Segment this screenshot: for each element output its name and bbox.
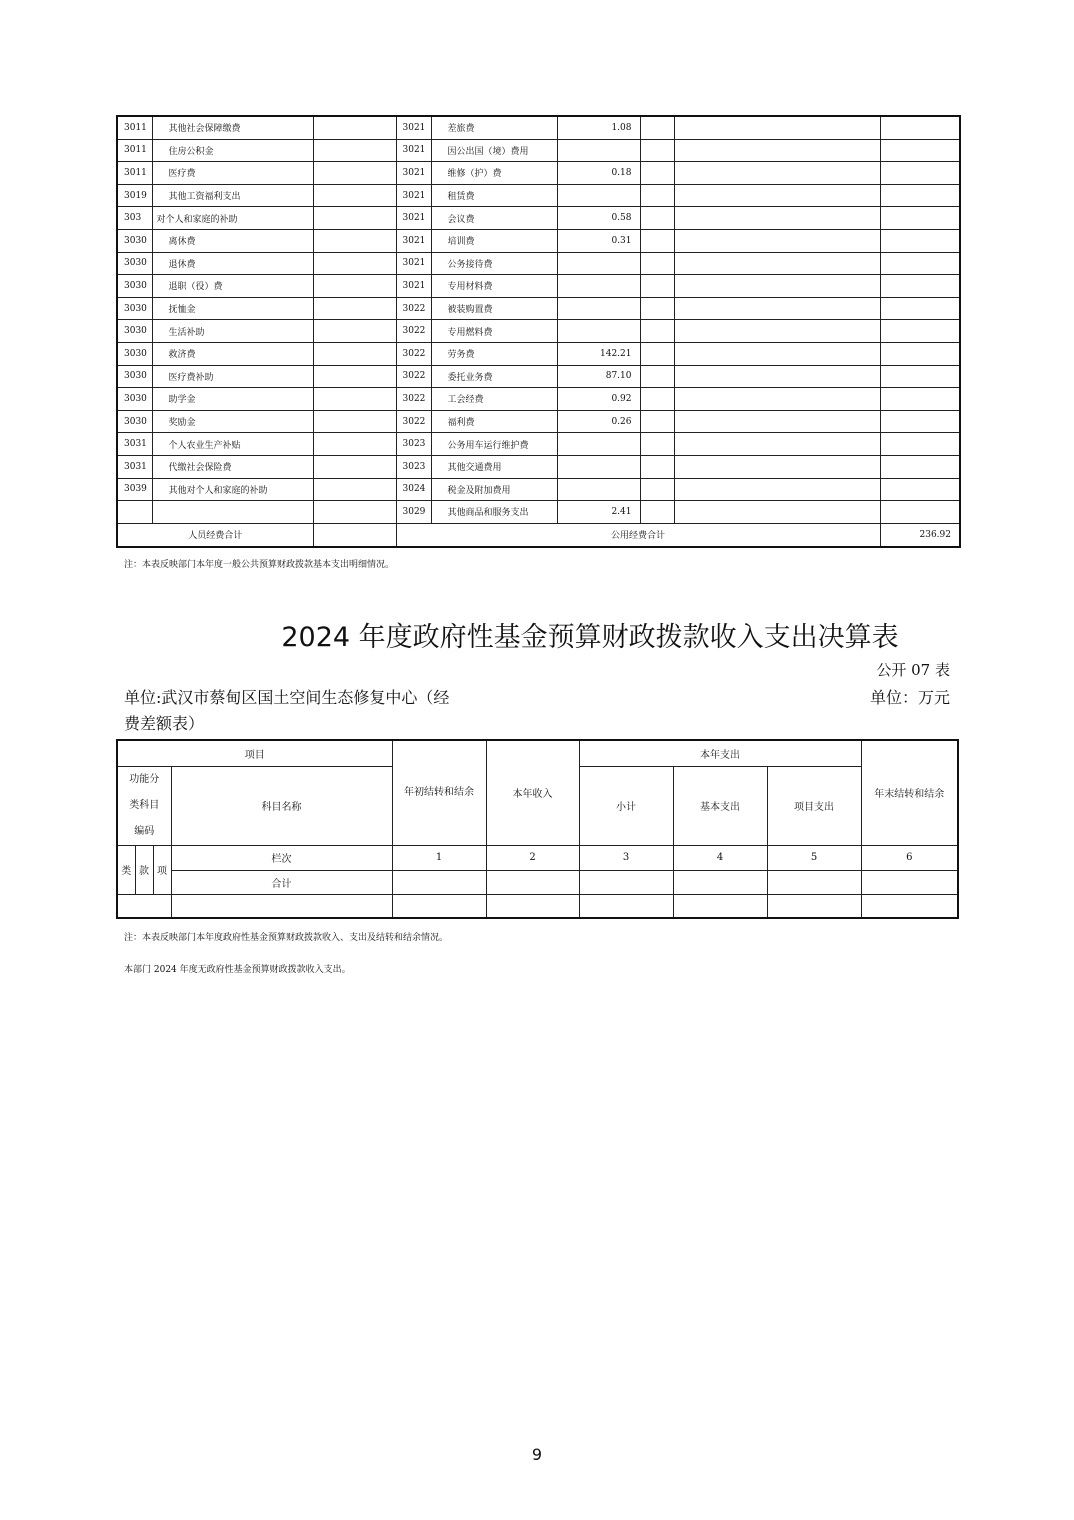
left-amount xyxy=(313,229,396,252)
left-code: 3011 xyxy=(117,139,152,162)
right-amount xyxy=(557,275,640,298)
right-amount xyxy=(557,252,640,275)
table-row xyxy=(117,342,960,365)
left-amount xyxy=(313,365,396,388)
left-name: 医疗费 xyxy=(152,162,313,185)
right-code: 3021 xyxy=(396,184,431,207)
empty-cell xyxy=(880,410,960,433)
right-amount: 142.21 xyxy=(557,342,640,365)
table-row xyxy=(117,162,960,185)
left-amount xyxy=(313,320,396,343)
left-name: 医疗费补助 xyxy=(152,365,313,388)
header-subtotal: 小计 xyxy=(579,766,673,845)
table-row xyxy=(117,388,960,411)
empty-cell xyxy=(880,433,960,456)
empty-cell xyxy=(880,139,960,162)
right-code: 3021 xyxy=(396,229,431,252)
left-amount xyxy=(313,501,396,524)
empty-cell xyxy=(674,320,880,343)
left-code: 3030 xyxy=(117,252,152,275)
left-name: 抚恤金 xyxy=(152,297,313,320)
empty-cell xyxy=(880,252,960,275)
left-code: 3011 xyxy=(117,116,152,139)
left-name: 其他工资福利支出 xyxy=(152,184,313,207)
empty-cell xyxy=(880,388,960,411)
right-amount: 0.18 xyxy=(557,162,640,185)
empty-cell xyxy=(674,478,880,501)
empty-cell xyxy=(880,320,960,343)
form-number: 公开 07 表 xyxy=(876,661,950,679)
header-basic: 基本支出 xyxy=(673,766,767,845)
right-amount xyxy=(557,320,640,343)
right-name: 劳务费 xyxy=(431,342,557,365)
right-name: 公务接待费 xyxy=(431,252,557,275)
left-amount xyxy=(313,252,396,275)
empty-cell xyxy=(674,365,880,388)
table-row xyxy=(117,478,960,501)
table-row xyxy=(117,365,960,388)
col-num-4: 4 xyxy=(673,845,767,870)
right-code: 3023 xyxy=(396,433,431,456)
empty-cell xyxy=(640,184,674,207)
empty-cell xyxy=(674,501,880,524)
empty-cell xyxy=(880,207,960,230)
empty-cell xyxy=(674,388,880,411)
right-amount xyxy=(557,297,640,320)
header-xiang: 项 xyxy=(153,845,171,894)
left-amount xyxy=(313,184,396,207)
empty-cell xyxy=(880,229,960,252)
right-amount: 0.31 xyxy=(557,229,640,252)
left-code: 3030 xyxy=(117,275,152,298)
col-num-6: 6 xyxy=(861,845,958,870)
right-code: 3022 xyxy=(396,342,431,365)
right-code: 3022 xyxy=(396,410,431,433)
left-name: 奖励金 xyxy=(152,410,313,433)
empty-cell xyxy=(640,320,674,343)
table-row xyxy=(117,184,960,207)
left-code: 3030 xyxy=(117,297,152,320)
empty-cell xyxy=(880,365,960,388)
right-code: 3021 xyxy=(396,252,431,275)
empty-cell xyxy=(674,275,880,298)
left-name: 对个人和家庭的补助 xyxy=(152,207,313,230)
empty-cell xyxy=(880,162,960,185)
header-project: 项目 xyxy=(117,740,392,766)
left-name: 救济费 xyxy=(152,342,313,365)
left-amount xyxy=(313,388,396,411)
left-name: 退职（役）费 xyxy=(152,275,313,298)
table-row xyxy=(117,207,960,230)
right-name: 被装购置费 xyxy=(431,297,557,320)
empty-cell xyxy=(640,433,674,456)
header-end-balance: 年末结转和结余 xyxy=(861,740,958,845)
right-code: 3021 xyxy=(396,207,431,230)
empty-cell xyxy=(640,478,674,501)
left-name: 其他对个人和家庭的补助 xyxy=(152,478,313,501)
basic-expense-detail-table xyxy=(116,115,961,548)
table-row xyxy=(117,297,960,320)
right-amount: 0.58 xyxy=(557,207,640,230)
empty-cell xyxy=(880,297,960,320)
left-amount xyxy=(313,342,396,365)
left-code: 3011 xyxy=(117,162,152,185)
header-income: 本年收入 xyxy=(486,740,579,845)
empty-cell xyxy=(640,116,674,139)
right-code: 3022 xyxy=(396,388,431,411)
empty-cell xyxy=(640,139,674,162)
currency-unit: 单位：万元 xyxy=(869,688,950,707)
table-row xyxy=(117,433,960,456)
empty-cell xyxy=(880,342,960,365)
unit-name: 单位:武汉市蔡甸区国土空间生态修复中心（经费差额表） xyxy=(124,688,450,733)
table-row xyxy=(117,455,960,478)
table-row xyxy=(117,252,960,275)
header-func-code: 功能分类科目编码 xyxy=(117,766,171,845)
left-code: 3031 xyxy=(117,455,152,478)
right-code: 3029 xyxy=(396,501,431,524)
right-code: 3023 xyxy=(396,455,431,478)
empty-cell xyxy=(640,388,674,411)
right-name: 公务用车运行维护费 xyxy=(431,433,557,456)
empty-cell xyxy=(640,229,674,252)
left-amount xyxy=(313,433,396,456)
empty-cell xyxy=(880,478,960,501)
personnel-total-label: 人员经费合计 xyxy=(117,523,313,547)
empty-cell xyxy=(674,184,880,207)
empty-cell xyxy=(880,455,960,478)
left-name: 个人农业生产补贴 xyxy=(152,433,313,456)
table2-note-2: 本部门 2024 年度无政府性基金预算财政拨款收入支出。 xyxy=(124,965,351,975)
column-number-row xyxy=(117,845,958,870)
empty-cell xyxy=(640,252,674,275)
col-num-5: 5 xyxy=(767,845,861,870)
sum-row xyxy=(117,870,958,894)
table-row xyxy=(117,139,960,162)
empty-cell xyxy=(674,455,880,478)
left-amount xyxy=(313,116,396,139)
table-body xyxy=(117,116,960,523)
col-num-3: 3 xyxy=(579,845,673,870)
left-name: 住房公积金 xyxy=(152,139,313,162)
empty-cell xyxy=(880,184,960,207)
right-name: 其他交通费用 xyxy=(431,455,557,478)
left-amount xyxy=(313,162,396,185)
right-name: 专用燃料费 xyxy=(431,320,557,343)
empty-cell xyxy=(674,342,880,365)
page-title: 2024 年度政府性基金预算财政拨款收入支出决算表 xyxy=(281,622,899,653)
table2-note: 注：本表反映部门本年度政府性基金预算财政拨款收入、支出及结转和结余情况。 xyxy=(124,933,449,943)
public-total-value: 236.92 xyxy=(880,523,960,547)
total-row xyxy=(117,523,960,547)
table-row xyxy=(117,116,960,139)
left-code: 3030 xyxy=(117,229,152,252)
right-code: 3021 xyxy=(396,139,431,162)
right-amount xyxy=(557,455,640,478)
empty-row xyxy=(117,894,958,918)
header-subject-name: 科目名称 xyxy=(171,766,392,845)
header-lei: 类 xyxy=(117,845,135,894)
table-row xyxy=(117,410,960,433)
public-total-label: 公用经费合计 xyxy=(396,523,880,547)
right-name: 培训费 xyxy=(431,229,557,252)
right-name: 因公出国（境）费用 xyxy=(431,139,557,162)
empty-cell xyxy=(880,275,960,298)
left-name xyxy=(152,501,313,524)
table-row xyxy=(117,229,960,252)
left-code: 3030 xyxy=(117,410,152,433)
left-name: 退休费 xyxy=(152,252,313,275)
empty-cell xyxy=(674,410,880,433)
empty-cell xyxy=(674,297,880,320)
left-code: 3030 xyxy=(117,342,152,365)
left-code: 3030 xyxy=(117,365,152,388)
left-code: 3030 xyxy=(117,388,152,411)
col-num-2: 2 xyxy=(486,845,579,870)
empty-cell xyxy=(674,433,880,456)
empty-cell xyxy=(640,275,674,298)
left-amount xyxy=(313,275,396,298)
header-kuan: 款 xyxy=(135,845,153,894)
empty-cell xyxy=(880,116,960,139)
col-num-1: 1 xyxy=(392,845,486,870)
header-project-exp: 项目支出 xyxy=(767,766,861,845)
right-name: 维修（护）费 xyxy=(431,162,557,185)
right-amount: 2.41 xyxy=(557,501,640,524)
left-name: 生活补助 xyxy=(152,320,313,343)
empty-cell xyxy=(640,207,674,230)
right-amount: 0.92 xyxy=(557,388,640,411)
right-amount xyxy=(557,184,640,207)
empty-cell xyxy=(640,297,674,320)
right-name: 其他商品和服务支出 xyxy=(431,501,557,524)
left-name: 助学金 xyxy=(152,388,313,411)
table1-note: 注：本表反映部门本年度一般公共预算财政拨款基本支出明细情况。 xyxy=(124,560,395,570)
right-name: 会议费 xyxy=(431,207,557,230)
empty-cell xyxy=(640,162,674,185)
empty-cell xyxy=(674,229,880,252)
table-row xyxy=(117,275,960,298)
empty-cell xyxy=(674,162,880,185)
left-name: 代缴社会保险费 xyxy=(152,455,313,478)
left-code xyxy=(117,501,152,524)
right-amount: 87.10 xyxy=(557,365,640,388)
government-fund-table xyxy=(116,739,959,919)
right-name: 差旅费 xyxy=(431,116,557,139)
empty-cell xyxy=(674,207,880,230)
left-code: 303 xyxy=(117,207,152,230)
right-code: 3021 xyxy=(396,162,431,185)
right-name: 委托业务费 xyxy=(431,365,557,388)
empty-cell xyxy=(880,501,960,524)
right-name: 专用材料费 xyxy=(431,275,557,298)
left-code: 3019 xyxy=(117,184,152,207)
left-code: 3031 xyxy=(117,433,152,456)
left-amount xyxy=(313,455,396,478)
left-amount xyxy=(313,410,396,433)
right-name: 税金及附加费用 xyxy=(431,478,557,501)
left-name: 离休费 xyxy=(152,229,313,252)
right-code: 3022 xyxy=(396,297,431,320)
empty-cell xyxy=(640,455,674,478)
left-amount xyxy=(313,139,396,162)
header-heji: 合计 xyxy=(171,870,392,894)
left-name: 其他社会保障缴费 xyxy=(152,116,313,139)
left-amount xyxy=(313,478,396,501)
left-code: 3030 xyxy=(117,320,152,343)
left-code: 3039 xyxy=(117,478,152,501)
empty-cell xyxy=(674,252,880,275)
right-code: 3021 xyxy=(396,116,431,139)
right-code: 3024 xyxy=(396,478,431,501)
right-amount: 0.26 xyxy=(557,410,640,433)
right-amount xyxy=(557,433,640,456)
right-code: 3022 xyxy=(396,365,431,388)
right-code: 3021 xyxy=(396,275,431,298)
right-code: 3022 xyxy=(396,320,431,343)
right-name: 租赁费 xyxy=(431,184,557,207)
left-amount xyxy=(313,207,396,230)
empty-cell xyxy=(674,116,880,139)
right-name: 工会经费 xyxy=(431,388,557,411)
empty-cell xyxy=(640,501,674,524)
header-row-1 xyxy=(117,740,958,766)
empty-cell xyxy=(674,139,880,162)
right-amount: 1.08 xyxy=(557,116,640,139)
header-lanci: 栏次 xyxy=(171,845,392,870)
right-amount xyxy=(557,139,640,162)
empty-cell xyxy=(640,410,674,433)
right-amount xyxy=(557,478,640,501)
right-name: 福利费 xyxy=(431,410,557,433)
header-expense: 本年支出 xyxy=(579,740,861,766)
header-begin-balance: 年初结转和结余 xyxy=(392,740,486,845)
table-row xyxy=(117,501,960,524)
page-number: 9 xyxy=(531,1445,543,1464)
personnel-total-value xyxy=(313,523,396,547)
table-row xyxy=(117,320,960,343)
empty-cell xyxy=(640,365,674,388)
left-amount xyxy=(313,297,396,320)
empty-cell xyxy=(640,342,674,365)
